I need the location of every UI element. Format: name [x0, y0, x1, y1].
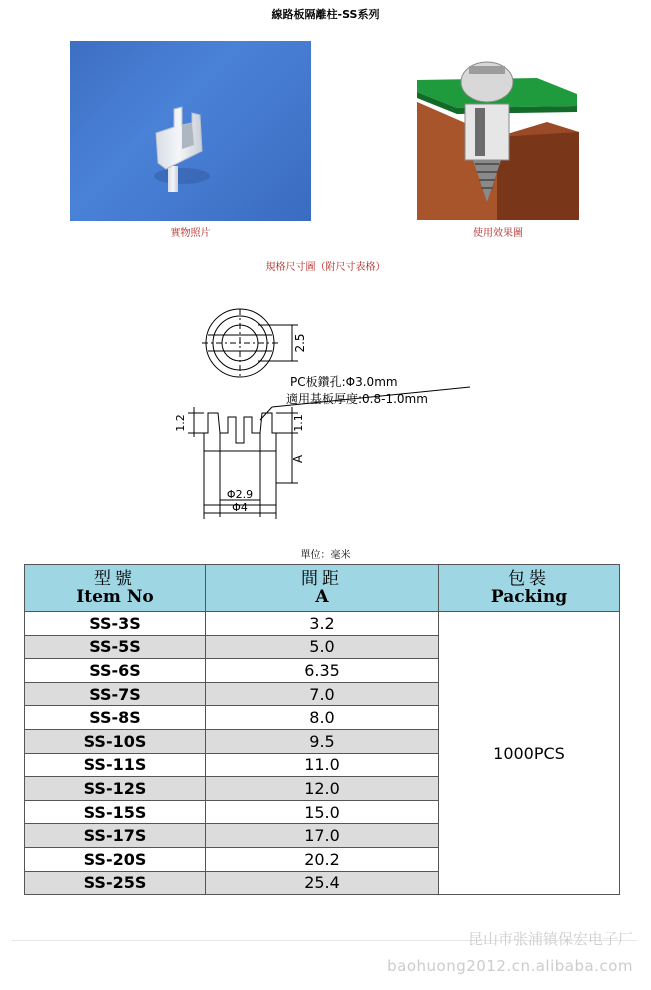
model-cell: SS-3S [25, 612, 206, 636]
pitch-cell: 12.0 [206, 777, 439, 801]
header-item-no-en: Item No [76, 587, 154, 607]
dim-d4: Φ4 [232, 501, 248, 514]
pitch-cell: 6.35 [206, 659, 439, 683]
dim-a: A [291, 454, 305, 464]
page-title: 線路板隔離柱-SS系列 [271, 8, 380, 21]
model-cell: SS-11S [25, 753, 206, 777]
note-thickness: 適用基板厚度:0.8-1.0mm [286, 392, 428, 406]
pitch-cell: 8.0 [206, 706, 439, 730]
photo-caption-left: 實物照片 [170, 228, 211, 239]
note-hole: PC板鑽孔:Φ3.0mm [290, 375, 398, 389]
header-pitch [206, 565, 439, 612]
table-header-row [25, 565, 620, 612]
model-cell: SS-7S [25, 682, 206, 706]
dim-d29: Φ2.9 [226, 488, 254, 501]
packing-cell: 1000PCS [439, 612, 620, 895]
header-pitch-cn: 間距 [301, 569, 343, 589]
model-cell: SS-12S [25, 777, 206, 801]
model-cell: SS-20S [25, 847, 206, 871]
unit-label: 單位：毫米 [300, 550, 351, 561]
spec-table [24, 564, 620, 895]
pitch-cell: 11.0 [206, 753, 439, 777]
dim-1-2: 1.2 [174, 414, 187, 432]
header-item-no [25, 565, 206, 612]
pitch-cell: 20.2 [206, 847, 439, 871]
usage-diagram-image [417, 42, 579, 220]
header-item-no-cn: 型號 [94, 569, 136, 589]
header-pitch-en: A [315, 587, 329, 607]
watermark-site: baohuong2012.cn.alibaba.com [387, 957, 633, 975]
dimension-drawing [174, 295, 480, 520]
pitch-cell: 7.0 [206, 682, 439, 706]
model-cell: SS-10S [25, 729, 206, 753]
usage-illustration [417, 42, 579, 220]
model-cell: SS-5S [25, 635, 206, 659]
dim-2-5: 2.5 [293, 333, 307, 353]
pitch-cell: 3.2 [206, 612, 439, 636]
pitch-cell: 15.0 [206, 800, 439, 824]
model-cell: SS-25S [25, 871, 206, 895]
header-packing [439, 565, 620, 612]
photo-caption-right: 使用效果圖 [473, 228, 523, 239]
spacer-product-image [70, 41, 311, 221]
model-cell: SS-17S [25, 824, 206, 848]
table-row [25, 612, 620, 636]
pitch-cell: 5.0 [206, 635, 439, 659]
watermark-company: 昆山市张浦镇保宏电子厂 [467, 930, 633, 948]
dim-1-1: 1.1 [292, 414, 305, 432]
header-packing-cn: 包裝 [508, 569, 550, 589]
pitch-cell: 9.5 [206, 729, 439, 753]
product-photo [70, 41, 311, 221]
pitch-cell: 17.0 [206, 824, 439, 848]
header-packing-en: Packing [490, 587, 568, 607]
model-cell: SS-8S [25, 706, 206, 730]
drawing-heading: 規格尺寸圖（附尺寸表格） [265, 262, 386, 273]
model-cell: SS-6S [25, 659, 206, 683]
pitch-cell: 25.4 [206, 871, 439, 895]
model-cell: SS-15S [25, 800, 206, 824]
